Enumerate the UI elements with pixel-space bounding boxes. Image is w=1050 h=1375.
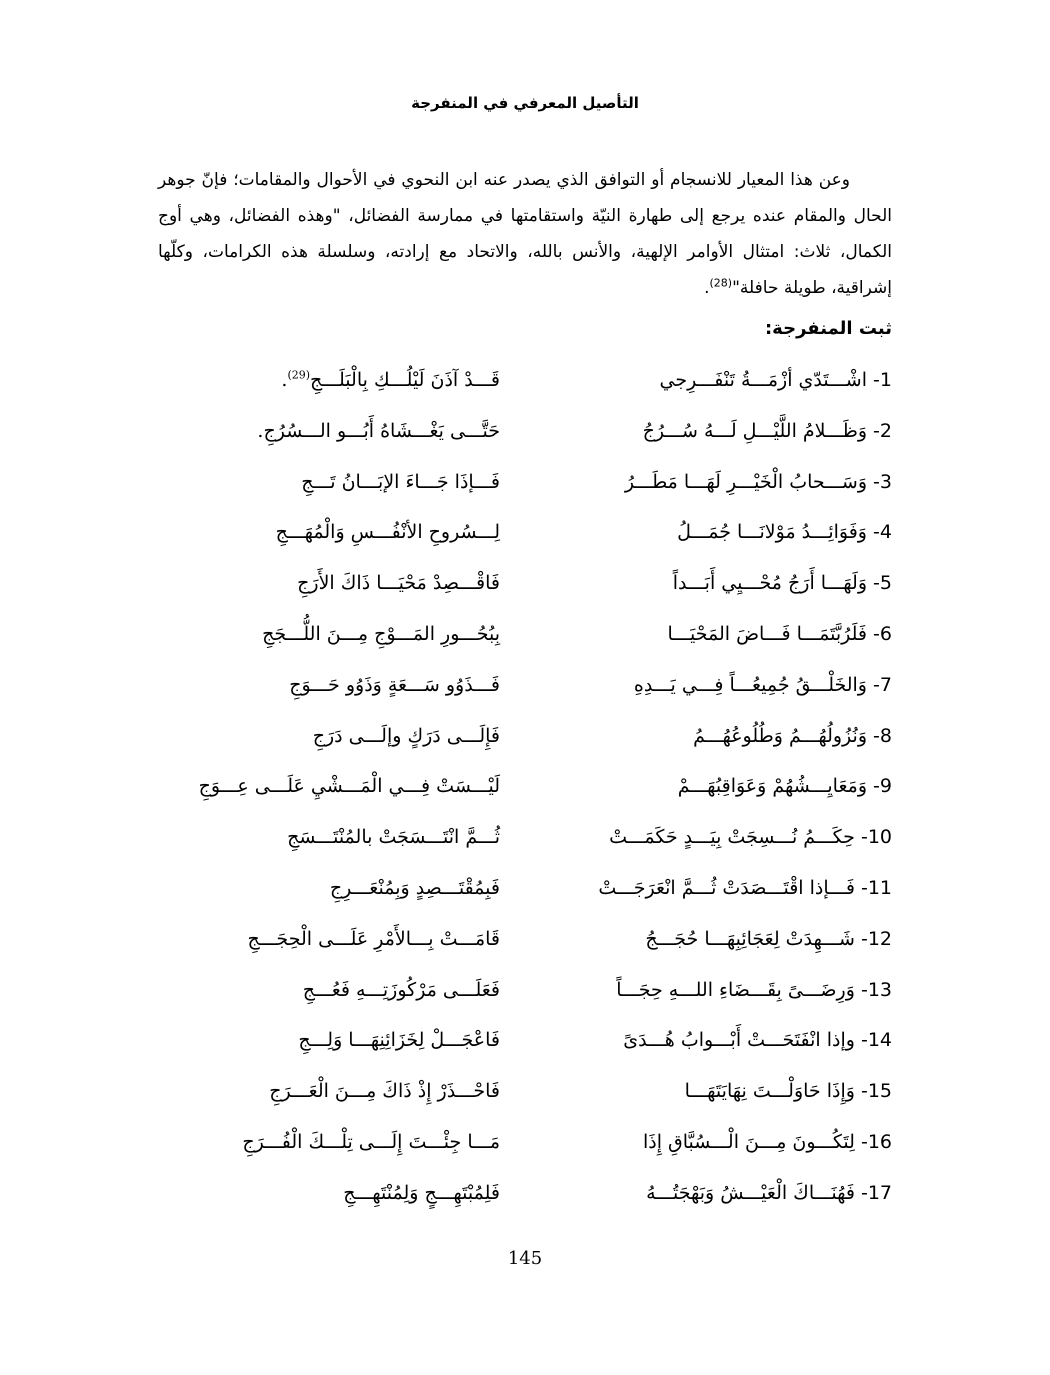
verse-row — [150, 660, 892, 711]
verse-first-hemistich-text: وَظَـــلامُ اللَّيْـــلِ لَـــهُ سُـــرُجُ — [642, 419, 867, 442]
verse-first-hemistich — [609, 812, 892, 862]
verse-first-hemistich — [616, 965, 892, 1015]
verse-first-hemistich-text: فَهُنَـــاكَ الْعَيْـــشُ وَبَهْجَتُـــهُ — [646, 1181, 855, 1204]
intro-end: . — [704, 278, 710, 298]
verse-second-hemistich — [281, 355, 500, 405]
verse-number: 4- — [873, 521, 892, 544]
verse-second-hemistich — [343, 1168, 500, 1218]
running-header: التأصيل المعرفي في المنفرجة — [411, 94, 639, 112]
verse-number: 1- — [873, 369, 892, 391]
verse-second-hemistich-text: مَـــا جِئْـــتَ إِلَـــى تِلْـــكَ الْفُـــرَجِ — [242, 1130, 500, 1153]
verse-second-hemistich-text: قَامَـــتْ بِـــالأَمْرِ عَلَـــى الْحِجَـــجِ — [247, 927, 500, 950]
verse-second-hemistich-text: فَاعْجَـــلْ لِخَزَائِنِهَـــا وَلِـــجِ — [298, 1029, 500, 1052]
verse-row — [150, 1117, 892, 1168]
footnote-ref: (28) — [709, 276, 733, 290]
verse-second-hemistich — [242, 1117, 500, 1167]
verse-first-hemistich — [625, 457, 892, 507]
verse-first-hemistich-text: وَرِضَـــىً بِقَـــضَاءِ اللـــهِ حِجَـــاً — [616, 978, 855, 1001]
verse-second-hemistich — [297, 558, 500, 608]
verse-number: 10- — [860, 826, 892, 849]
verse-row — [150, 761, 892, 812]
intro-paragraph — [158, 162, 892, 306]
verse-first-hemistich-text: وَالخَلْـــقُ جُمِيعُـــاً فِـــي يَـــدِهِ — [633, 673, 867, 696]
verse-first-hemistich-text: فَلَرُبَّتَمَـــا فَـــاضَ المَحْيَـــا — [667, 622, 867, 645]
footnote-ref: (29) — [287, 368, 311, 382]
section-title: ثبت المنفرجة: — [764, 318, 892, 339]
verse-second-hemistich-text: لِـــسُروحِ الأنْفُـــسِ وَالْمُهَـــجِ — [275, 521, 500, 544]
verse-first-hemistich-text: لِتَكُـــونَ مِـــنَ الْـــسُبَّاقِ إِذَا — [642, 1130, 855, 1153]
verse-row — [150, 812, 892, 863]
verse-first-hemistich-text: وَفَوَائِـــدُ مَوْلانَـــا جُمَـــلُ — [677, 521, 867, 544]
verse-first-hemistich — [677, 507, 892, 557]
verse-first-hemistich-text: وَنُزُولُهُـــمُ وَطُلُوعُهُـــمُ — [693, 724, 867, 747]
verse-first-hemistich — [643, 1117, 892, 1167]
verse-second-hemistich — [276, 507, 500, 557]
verse-number: 3- — [873, 470, 892, 493]
verse-number: 11- — [860, 876, 892, 899]
verse-first-hemistich — [623, 1015, 892, 1065]
verse-second-hemistich — [247, 914, 500, 964]
verse-second-hemistich-text: فَإِلَـــى دَرَكٍ وإلَـــى دَرَجِ — [312, 724, 500, 747]
verse-second-hemistich — [262, 609, 500, 659]
verse-first-hemistich-text: وإذا انْفَتَحَـــتْ أَبْـــوابُ هُـــدَىً — [623, 1029, 855, 1052]
verse-second-hemistich-text: ثُـــمَّ انْتَـــسَجَتْ بالمُنْتَـــسَجِ — [287, 826, 500, 849]
verse-second-hemistich — [269, 1066, 500, 1116]
verse-first-hemistich — [645, 914, 892, 964]
verse-second-hemistich — [301, 457, 500, 507]
verse-first-hemistich — [646, 1168, 892, 1218]
verse-first-hemistich — [673, 558, 892, 608]
verse-row — [150, 457, 892, 508]
verse-first-hemistich-text: شَـــهِدَتْ لِعَجَائِبِهَـــا حُجَـــجُ — [645, 927, 855, 950]
verse-first-hemistich — [643, 406, 892, 456]
verse-row — [150, 1168, 892, 1219]
verse-row — [150, 1066, 892, 1117]
verse-number: 6- — [873, 622, 892, 645]
intro-text: وعن هذا المعيار للانسجام أو التوافق الذي يصدر عنه ابن النحوي في الأحوال والمقامات؛ فإنّ جوهر الحال والمقام عنده يرجع إلى طهارة النيّة واستقامتها في ممارسة الفضائل، "وهذه الفضائل، وهي أوج الكمال، ثلاث: امتثال الأوامر الإلهية، والأنس بالله، والاتحاد مع إرادته، وسلسلة هذه الكرامات، وكلّها إشراقية، طويلة حافلة" — [158, 170, 892, 298]
verse-first-hemistich — [667, 609, 892, 659]
verse-second-hemistich-text: فَـــذَوُو سَـــعَةٍ وَذَوُو حَـــوَجِ — [289, 673, 500, 696]
verse-number: 16- — [860, 1130, 892, 1153]
verse-second-hemistich — [298, 1015, 500, 1065]
verse-end-mark: . — [281, 369, 288, 391]
poem — [150, 355, 892, 1219]
verse-second-hemistich — [257, 406, 500, 456]
verse-second-hemistich — [303, 965, 500, 1015]
verse-second-hemistich-text: بِبُحُـــورِ المَـــوْجِ مِـــنَ اللُّـــجَجِ — [262, 622, 500, 645]
verse-first-hemistich — [693, 711, 892, 761]
verse-row — [150, 1015, 892, 1066]
verse-first-hemistich — [678, 761, 892, 811]
verse-second-hemistich — [289, 660, 500, 710]
verse-first-hemistich — [634, 660, 892, 710]
verse-first-hemistich-text: وَلَهَـــا أَرَجُ مُحْـــيِي أَبَـــداً — [672, 572, 867, 595]
verse-second-hemistich-text: فَعَلَـــى مَرْكُوزَتِـــهِ فَعُـــجِ — [302, 978, 500, 1001]
verse-number: 12- — [860, 927, 892, 950]
verse-number: 14- — [860, 1029, 892, 1052]
verse-first-hemistich-text: اشْـــتَدّي أزْمَـــةُ تَنْفَـــرِجي — [659, 369, 867, 391]
verse-second-hemistich-text: فَاحْـــذَرْ إِذْ ذَاكَ مِـــنَ الْعَـــرَجِ — [269, 1080, 500, 1103]
verse-second-hemistich — [313, 711, 500, 761]
verse-first-hemistich-text: فَـــإذا اقْتَـــصَدَتْ ثُـــمَّ انْعَرَجَـــتْ — [598, 876, 855, 899]
verse-second-hemistich-text: فَلِمُبْتَهِـــجٍ وَلِمُنْتَهِـــجِ — [343, 1181, 500, 1204]
verse-number: 5- — [873, 572, 892, 595]
verse-row — [150, 711, 892, 762]
verse-number: 7- — [873, 673, 892, 696]
verse-number: 17- — [860, 1181, 892, 1204]
verse-second-hemistich-text: فَـــإذَا جَـــاءَ الإبَـــانُ تَـــجِ — [301, 470, 500, 493]
verse-number: 2- — [873, 419, 892, 442]
verse-row — [150, 914, 892, 965]
verse-first-hemistich-text: وَسَـــحابُ الْخَيْـــرِ لَهَـــا مَطَـــرُ — [624, 470, 867, 493]
verse-second-hemistich — [330, 863, 500, 913]
verse-second-hemistich-text: فَبِمُقْتَـــصِدٍ وَبِمُنْعَـــرِجِ — [329, 876, 500, 899]
verse-number: 9- — [873, 775, 892, 798]
verse-number: 13- — [860, 978, 892, 1001]
verse-second-hemistich-text: قَـــدْ آذَنَ لَيْلُـــكِ بِالْبَلَـــجِ — [310, 369, 500, 391]
verse-first-hemistich-text: وَمَعَايِـــشُهُمْ وَعَوَاقِبُهَـــمْ — [677, 775, 867, 798]
verse-row — [150, 965, 892, 1016]
verse-second-hemistich — [287, 812, 500, 862]
verse-row — [150, 609, 892, 660]
verse-first-hemistich — [685, 1066, 892, 1116]
verse-row — [150, 507, 892, 558]
verse-second-hemistich — [199, 761, 500, 811]
verse-second-hemistich-text: لَيْـــسَتْ فِـــي الْمَـــشْيِ عَلَـــى عِـــوَجِ — [198, 775, 500, 798]
page-number: 145 — [507, 1248, 543, 1269]
verse-first-hemistich-text: وَإِذَا حَاوَلْـــتَ نِهَايَتَهَـــا — [684, 1080, 855, 1103]
verse-number: 15- — [860, 1080, 892, 1103]
verse-row — [150, 558, 892, 609]
verse-number: 8- — [873, 724, 892, 747]
verse-first-hemistich — [660, 355, 892, 405]
verse-first-hemistich — [598, 863, 892, 913]
verse-second-hemistich-text: فَاقْـــصِدْ مَحْيَـــا ذَاكَ الأَرَجِ — [297, 572, 500, 595]
verse-row — [150, 355, 892, 406]
verse-first-hemistich-text: حِكَـــمُ نُـــسِجَتْ بِيَـــدٍ حَكَمَـــتْ — [609, 826, 855, 849]
verse-second-hemistich-text: حَتَّـــى يَغْـــشَاهُ أَبُـــو الـــسُرُجِ. — [257, 419, 500, 442]
verse-row — [150, 863, 892, 914]
verse-row — [150, 406, 892, 457]
